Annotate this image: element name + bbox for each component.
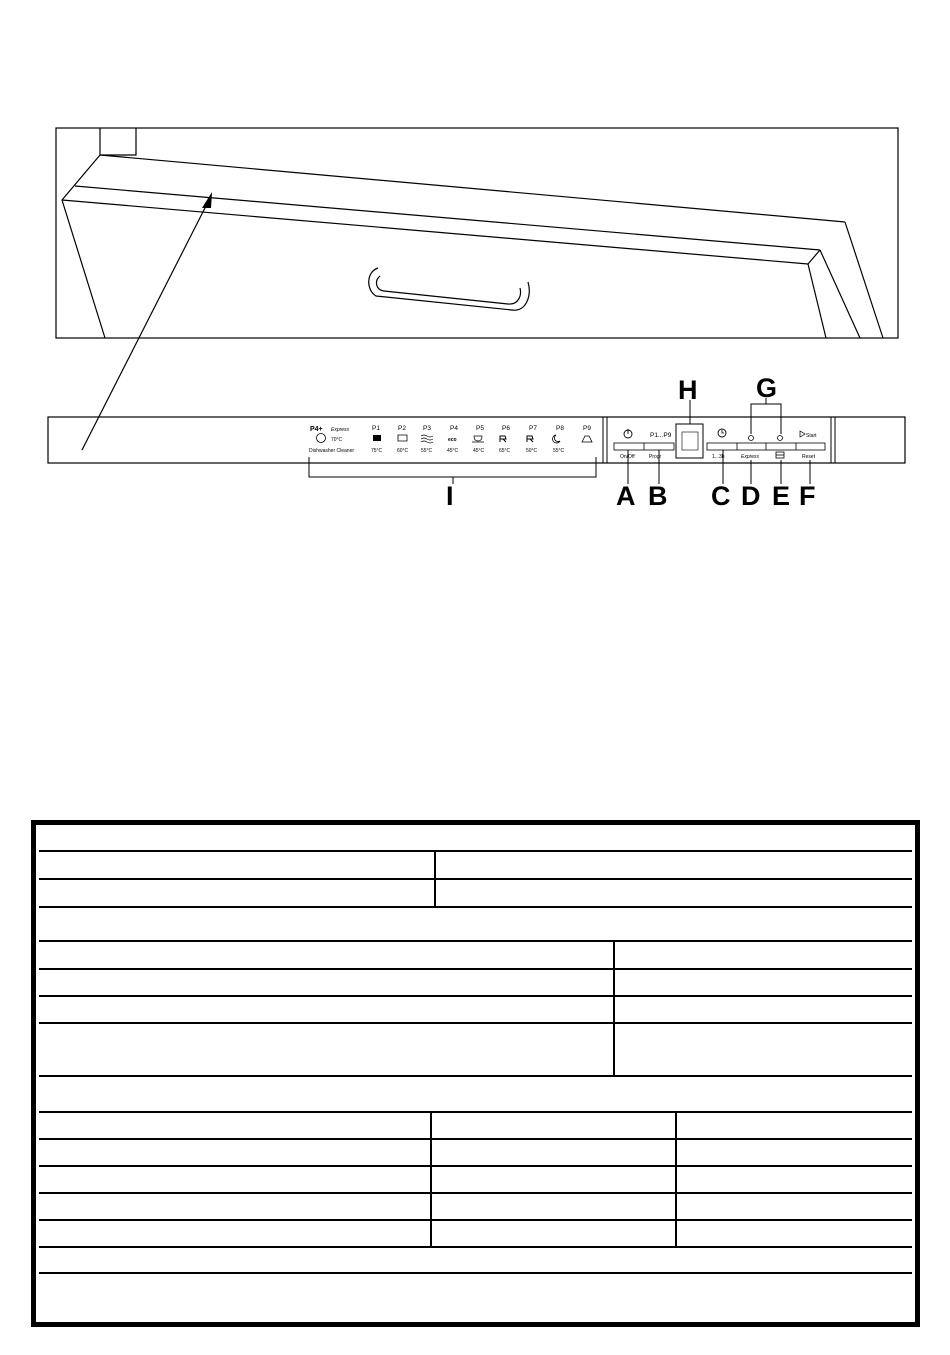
clock-icon [718, 429, 726, 437]
half-load-button[interactable] [776, 452, 784, 458]
power-icon [624, 429, 632, 438]
cleaner-icon [317, 434, 326, 443]
rapid-59-icon [500, 436, 506, 442]
pot-icon [398, 435, 407, 441]
pots-icon [373, 435, 381, 441]
express-button[interactable] [741, 454, 760, 460]
program-p6[interactable] [499, 425, 511, 454]
table-row [39, 1138, 912, 1165]
table-row [39, 1111, 912, 1138]
eco-icon: eco [448, 437, 457, 443]
table-row [39, 1075, 912, 1111]
table-row [39, 906, 912, 940]
table-row [39, 1272, 912, 1321]
door-top-edge [100, 155, 845, 222]
program-p9[interactable] [582, 425, 592, 442]
table-row [39, 940, 912, 968]
door-perspective-drawing [56, 128, 898, 338]
program-code: P5 [476, 425, 484, 432]
reset-label: Reset [802, 454, 816, 460]
door-handle [369, 268, 529, 310]
table-row [39, 1165, 912, 1192]
cleaner-head: P4+ [310, 426, 323, 433]
program-temp: 65°C [499, 448, 511, 454]
spec-table-grid [39, 828, 912, 1319]
label-a: A [616, 481, 636, 511]
indicator-led-1 [749, 436, 754, 441]
display-window [676, 424, 703, 458]
night-moon-icon [553, 435, 560, 443]
table-row [39, 1192, 912, 1219]
cleaner-temp: 70°C [331, 437, 343, 443]
table-row [39, 995, 912, 1022]
delay-label: 1...3h [712, 454, 725, 460]
table-row [39, 1246, 912, 1272]
cup-icon [472, 436, 484, 442]
program-code: P7 [529, 425, 537, 432]
callout-labels [446, 373, 816, 511]
program-code: P8 [556, 425, 564, 432]
display-digits [682, 432, 698, 450]
table-row [39, 850, 912, 878]
control-panel [48, 417, 905, 463]
program-temp: 60°C [397, 448, 409, 454]
label-h: H [678, 375, 698, 405]
table-row [39, 968, 912, 995]
program-p2[interactable] [397, 425, 409, 454]
label-d: D [741, 481, 761, 511]
start-reset-button[interactable] [802, 454, 816, 460]
door-left-edge [62, 155, 105, 338]
program-temp: 75°C [371, 448, 383, 454]
door-right-edge [845, 222, 883, 338]
program-range-label: P1...P9 [650, 432, 672, 439]
program-label: Progr [649, 454, 662, 460]
program-code: P9 [583, 425, 591, 432]
label-b: B [648, 481, 668, 511]
corner-notch [100, 128, 136, 155]
program-p7[interactable] [526, 425, 538, 454]
program-temp: 55°C [421, 448, 433, 454]
label-i: I [446, 481, 454, 511]
door-right-inner [820, 250, 860, 338]
table-row [39, 1022, 912, 1075]
program-p3[interactable] [421, 425, 433, 454]
label-g: G [756, 373, 778, 403]
program-p1[interactable] [371, 425, 383, 454]
express-label: Express [741, 454, 760, 460]
waves-icon [421, 435, 433, 443]
program-code: P3 [423, 425, 431, 432]
program-p5[interactable] [472, 425, 485, 454]
cleaner-express: Express [331, 427, 350, 433]
program-button[interactable] [649, 454, 662, 460]
strip-upper-line [75, 186, 820, 250]
table-row [39, 1219, 912, 1246]
program-temp: 55°C [553, 448, 565, 454]
program-p4[interactable] [447, 425, 459, 454]
program-temp: 45°C [447, 448, 459, 454]
on-off-label: On/Off [620, 454, 635, 460]
program-code: P2 [398, 425, 406, 432]
strip-lower-line [62, 200, 808, 264]
program-temp: 45°C [473, 448, 485, 454]
label-f: F [799, 481, 816, 511]
label-c: C [711, 481, 731, 511]
door-right-inner2 [808, 264, 826, 338]
pointer-arrow [82, 192, 212, 450]
table-row [39, 878, 912, 906]
cleaner-caption: Dishwasher Cleaner [309, 448, 355, 454]
indicator-led-2 [778, 436, 783, 441]
rapid-34-icon [527, 436, 533, 442]
program-code: P4 [450, 425, 458, 432]
program-code: P1 [372, 425, 380, 432]
start-label: Start [806, 433, 817, 439]
program-temp: 50°C [526, 448, 538, 454]
glass-icon [582, 436, 592, 442]
program-p8[interactable] [553, 425, 565, 454]
program-code: P6 [502, 425, 510, 432]
label-e: E [772, 481, 791, 511]
program-list [371, 425, 592, 454]
play-icon [800, 431, 805, 437]
spec-table [31, 820, 920, 1327]
